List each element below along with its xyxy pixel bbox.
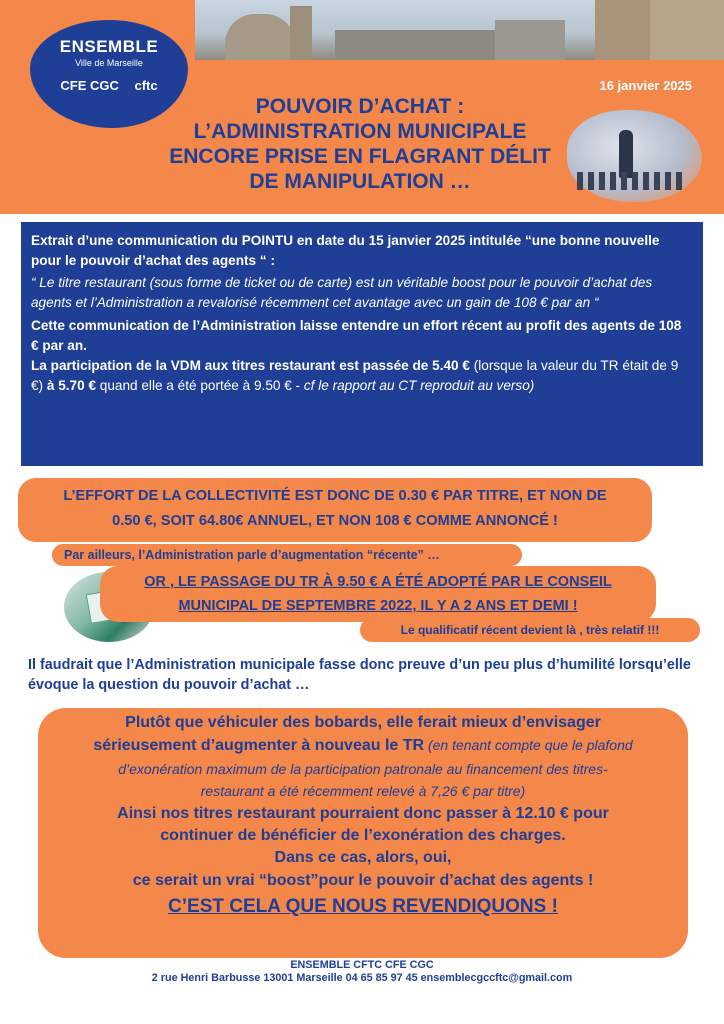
crowd-icon bbox=[577, 172, 687, 190]
demand-statement: C’EST CELA QUE NOUS REVENDIQUONS ! bbox=[168, 896, 558, 918]
recent-increase-note: Par ailleurs, l’Administration parle d’augmentation “récente” … bbox=[52, 544, 522, 566]
cftc-logo: cftc bbox=[134, 78, 158, 93]
publication-date: 16 janvier 2025 bbox=[599, 78, 692, 93]
extract-intro: Extrait d’une communication du POINTU en date du 15 janvier 2025 intitulée “une bonne nouvelle pour le pouvoir d’achat des agents “ : bbox=[31, 233, 660, 268]
logo-subtitle: Ville de Marseille bbox=[75, 58, 143, 68]
header-banner bbox=[0, 0, 724, 214]
footer-org: ENSEMBLE CFTC CFE CGC bbox=[290, 959, 434, 971]
puppeteer-figure-icon bbox=[619, 130, 633, 178]
footer-address: 2 rue Henri Barbusse 13001 Marseille 04 65 85 97 45 ensemblecgccftc@gmail.com bbox=[151, 972, 573, 984]
council-adoption-highlight: OR , LE PASSAGE DU TR À 9.50 € A ÉTÉ ADOPTÉ PAR LE CONSEIL MUNICIPAL DE SEPTEMBRE 2022, IL Y A 2 ANS ET DEMI ! bbox=[100, 566, 656, 622]
marseille-skyline-photo bbox=[195, 0, 724, 60]
extract-quote: “ Le titre restaurant (sous forme de ticket ou de carte) est un véritable boost pour le pouvoir d’achat des agents et l’Administration a revalorisé récemment cet avantage avec un gain de 108 € par an “ bbox=[31, 275, 653, 310]
cfe-cgc-logo: CFE CGC bbox=[60, 78, 119, 93]
participation-paragraph: La participation de la VDM aux titres restaurant est passée de 5.40 € (lorsque la valeur du TR était de 9 €) à 5.70 € quand elle a été portée à 9.50 € - cf le rapport au CT reproduit au verso) bbox=[31, 358, 679, 393]
conclusion-block: Plutôt que véhiculer des bobards, elle ferait mieux d’envisager sérieusement d’augmenter à nouveau le TR (en tenant compte que le plafond d’exonération maximum de la participation patronale au financement des titres- restaurant a été récemment relevé à 7,26 € par titre) Ainsi nos titres restaurant pourraient donc passer à 12.10 € pour continuer de bénéficier de l’exonération des charges. Dans ce cas, alors, oui, ce serait un vrai “boost”pour le pouvoir d’achat des agents ! C’EST CELA QUE NOUS REVENDIQUONS ! bbox=[38, 712, 688, 920]
footer bbox=[0, 959, 724, 985]
humility-paragraph: Il faudrait que l’Administration municipale fasse donc preuve d’un peu plus d’humilité lorsqu’elle évoque la question du pouvoir d’achat … bbox=[28, 657, 691, 693]
effort-highlight: L’EFFORT DE LA COLLECTIVITÉ EST DONC DE 0.30 € PAR TITRE, ET NON DE 0.50 €, SOIT 64.80€ ANNUEL, ET NON 108 € COMME ANNONCÉ ! bbox=[18, 478, 652, 542]
extract-statement: Cette communication de l’Administration laisse entendre un effort récent au profit des agents de 108 € par an. bbox=[31, 318, 682, 353]
relative-note: Le qualificatif récent devient là , très relatif !!! bbox=[360, 618, 700, 642]
page-title: POUVOIR D’ACHAT : L’ADMINISTRATION MUNICIPALE ENCORE PRISE EN FLAGRANT DÉLIT DE MANIPULATION … bbox=[169, 95, 551, 193]
pointu-extract-box bbox=[21, 222, 703, 466]
manipulator-illustration bbox=[567, 110, 702, 202]
logo-title: ENSEMBLE bbox=[59, 37, 159, 56]
